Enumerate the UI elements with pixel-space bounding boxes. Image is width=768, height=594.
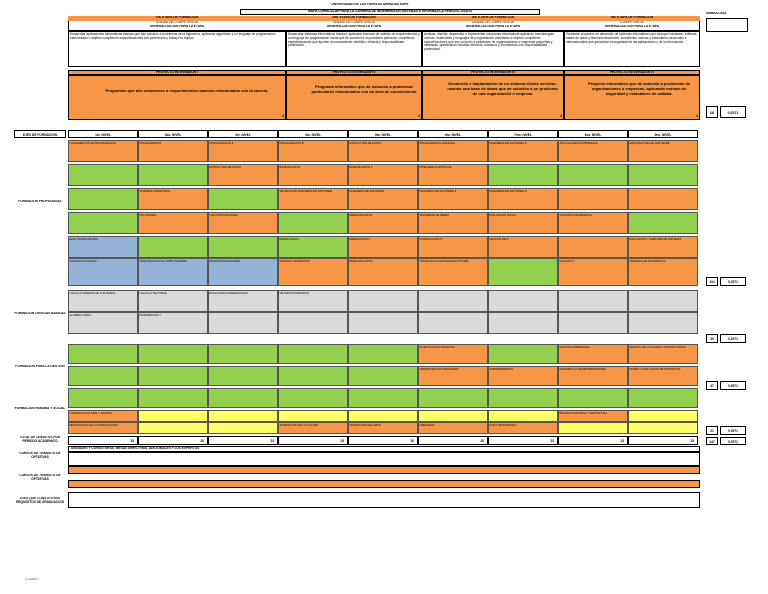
course-gest-cell-1-8[interactable]: DISEÑO Y EVALUACION DE PROYECTOS [628,366,698,386]
integrator-pct: 0,0571 [720,106,746,118]
course-gest-cell-0-7[interactable]: GESTION EMPRESARIAL [558,344,628,364]
course-basic-cell-1-1[interactable]: PROBABILIDAD Y [138,312,208,334]
level-header-3: 3er. NIVEL [208,130,278,138]
course-human-cell-1-4[interactable]: APRECIACION DEL ARTE [348,422,418,434]
course-prof-5-4[interactable]: REDES DE DATOS [348,258,418,286]
grand-total: 247 [706,437,718,445]
requirements-box [68,492,700,508]
level-header-1: 1er. NIVEL [68,130,138,138]
course-prof-3-6[interactable]: EVALUACION SOCIAL [488,212,558,234]
level-header-6: 6to. NIVEL [418,130,488,138]
credit-total-8: 23 [558,436,628,445]
course-prof-0-1[interactable]: PROGRAMACION [138,140,208,162]
course-gest-cell-0-0[interactable] [68,344,138,364]
course-human-cell-0-6[interactable] [488,410,558,422]
course-prof-5-1[interactable]: ARQUITECTURA DE COMPUTADORES [138,258,208,286]
course-prof-5-3[interactable]: SISTEMAS OPERATIVOS [278,258,348,286]
course-gest-cell-1-7[interactable]: DESARROLLO DE EMPRENDEDORES [558,366,628,386]
integrator-3-credits: 4 [560,114,562,118]
side-pct-2: 0,2971 [720,334,746,343]
course-human-cell-0-4[interactable] [348,410,418,422]
stage-1-description: Desarrollar aplicaciones informáticas básicas que den solución a problemas de la ingeniería, aplicando algoritmos y un lenguaje de programación estructurado u objetos cumpliendo especificaciones con pertinencia y trabajo en equipo. [68,31,286,67]
course-basic-cell-0-4[interactable] [348,290,418,312]
legend-title: SIMBOLOGIA [706,12,727,15]
course-gest-cell-2-2[interactable] [208,388,278,408]
course-human-cell-1-6[interactable]: ETICA PROFESIONAL [488,422,558,434]
credit-total-6: 20 [418,436,488,445]
course-basic-cell-1-4[interactable] [348,312,418,334]
side-total-4: 21 [706,426,718,435]
stage-1-competence: UNIDAD DE COMPETENCIA [156,21,198,24]
optional-row-2 [68,480,700,488]
label-prof: FORMACION PROFESIONAL [18,200,62,203]
course-prof-1-1[interactable] [138,164,208,186]
course-prof-1-7[interactable] [558,164,628,186]
course-basic-cell-1-6[interactable] [488,312,558,334]
stage-1-general: GENERALIZACION PARA LA ETAPA [149,25,205,28]
stage-4-general: GENERALIZACION PARA LA ETAPA [604,25,660,28]
side-pct-1: 0,2571 [720,277,746,286]
course-prof-5-7[interactable]: CALIDAD TI [558,258,628,286]
course-human-cell-1-2[interactable] [208,422,278,434]
level-header-9: 9no. NIVEL [628,130,698,138]
course-basic-cell-1-2[interactable] [208,312,278,334]
side-pct-4: 0,0571 [720,426,746,435]
course-gest-cell-1-1[interactable] [138,366,208,386]
integrator-3-text: Desarrollo e Implantación de un sistema cliente servidor, usando una base de datos que de solución a un problema de una organización o empresa [447,81,558,96]
course-prof-3-5[interactable]: SEGURIDAD DE REDES [418,212,488,234]
course-prof-0-2[interactable]: PROGRAMACION II [208,140,278,162]
side-total-2: 30 [706,334,718,343]
course-prof-4-7[interactable] [558,236,628,258]
stage-2-competence: UNIDAD DE COMPETENCIA [333,21,375,24]
label-total: TOTAL DE CREDITOS POR PERIODO ACADEMICO [19,436,61,443]
course-gest-cell-0-1[interactable] [138,344,208,364]
course-prof-1-4[interactable]: BASE DE DATOS II [348,164,418,186]
course-basic-cell-0-2[interactable]: ECUACIONES DIFERENCIALES [208,290,278,312]
integrator-2-text: Programa informático que de solución a problemas particulares relacionados con un área de conocimiento [311,84,417,94]
integrator-4-text: Proyecto informático que de solución a problemas de organizaciones o empresas, aplicando normas de seguridad y estándares de calidad. [587,81,691,96]
credit-total-7: 23 [488,436,558,445]
stage-4-description: Gestionar proyectos de desarrollo de sistemas informáticos que incluyan hardware, software, bases de datos y telecomunicaciones, cumpliendo normas y estándares nacionales e internacionales que garanticen la seguridad de las aplicaciones y de la información. [564,31,700,67]
course-prof-5-2[interactable]: MICROPROCESADORES [208,258,278,286]
axis-label: EJES DE FORMACION [14,130,66,138]
label-basic: FORMACION CIENCIAS BASICAS [14,312,66,315]
course-basic-cell-1-8[interactable] [628,312,698,334]
side-total-1: 104 [706,277,718,286]
course-prof-2-7[interactable] [558,188,628,210]
course-prof-0-7[interactable]: APLICACIONES DISTRIBUIDAS [558,140,628,162]
course-prof-4-6[interactable]: GESTION DE TI [488,236,558,258]
integrator-1-text: Programas que den soluciones a requerimientos básicos relacionados con la carrera. [105,88,269,93]
course-human-cell-0-2[interactable] [208,410,278,422]
program-title: MAPA CURRICULAR PARA LA CARRERA DE INGENIERIA EN SISTEMAS E INFORMATICA PERIODO 2014/15 [240,9,540,15]
course-prof-3-8[interactable] [628,212,698,234]
integrator-3-title: PROYECTO INTEGRADOR III [422,70,564,75]
course-human-cell-1-3[interactable]: APRECIACION DE LA CULTURA [278,422,348,434]
integrator-2-credits: 4 [418,114,420,118]
side-pct-3: 0,0571 [720,381,746,390]
course-prof-4-2[interactable] [208,236,278,258]
level-header-4: 4to. NIVEL [278,130,348,138]
course-human-cell-0-0[interactable]: COMUNICACION ORAL Y ESCRITA [68,410,138,422]
course-prof-5-6[interactable] [488,258,558,286]
course-prof-2-4[interactable]: INGENIERIA DE SOFTWARE [348,188,418,210]
course-prof-2-8[interactable] [628,188,698,210]
course-prof-4-4[interactable]: REDES DATOS II [348,236,418,258]
course-gest-cell-2-8[interactable] [628,388,698,408]
stage-2-general: GENERALIZACION PARA LA ETAPA [326,25,382,28]
integrator-2-title: PROYECTO INTEGRADOR II [286,70,422,75]
integrator-total: 16 [706,106,718,118]
course-gest-cell-1-4[interactable] [348,366,418,386]
course-prof-1-5[interactable]: INTELIGENCIA ARTIFICIAL [418,164,488,186]
course-prof-1-6[interactable] [488,164,558,186]
course-prof-1-2[interactable]: ESTRUCTURA DE DATOS [208,164,278,186]
credit-total-4: 25 [278,436,348,445]
course-human-cell-1-1[interactable] [138,422,208,434]
label-opt1: CURSOS DE TRANSITO DE OPTATIVAS [19,452,61,459]
course-human-cell-1-5[interactable]: LIDERAZGO [418,422,488,434]
course-prof-2-0[interactable] [68,188,138,210]
course-gest-cell-2-4[interactable] [348,388,418,408]
course-gest-cell-0-6[interactable] [488,344,558,364]
side-total-3: 37 [706,381,718,390]
course-prof-3-3[interactable] [278,212,348,234]
stage-3-title: 3ra. ETAPA DE FORMACION [422,16,564,21]
optional-row-1 [68,466,700,474]
course-gest-cell-0-2[interactable] [208,344,278,364]
stage-3-description: Analizar, diseñar, desarrollar e implementar soluciones informáticas aplicando metodologías, normas, estándares y lenguajes de programación orientados a objetos cumpliendo especificaciones que den solución a problemas de organizaciones o empresas pequeñas y medianas, optimizando recursos técnicos, humanos y económicos con responsabilidad profesional. [422,31,564,67]
label-human: FORMACION HUMANA Y SOCIAL [14,407,66,410]
course-prof-2-3[interactable]: TECNICAS DE INGENIERIA DE SOFTWARE [278,188,348,210]
course-prof-3-1[interactable]: SOLUCIONES [138,212,208,234]
level-header-7: 7mo. NIVEL [488,130,558,138]
course-prof-1-0[interactable] [68,164,138,186]
course-prof-4-3[interactable]: REDES DATOS I [278,236,348,258]
course-basic-cell-0-3[interactable]: METODOS NUMERICOS [278,290,348,312]
integrator-4-credits: 4 [696,114,698,118]
course-gest-cell-1-5[interactable]: ADMINISTRACION FINANCIERA [418,366,488,386]
label-opt2: CURSOS DE TRANSITO DE OPTATIVAS [19,474,61,481]
course-human-cell-0-3[interactable] [278,410,348,422]
course-gest-cell-1-2[interactable] [208,366,278,386]
course-gest-cell-0-8[interactable]: GESTION DE LA CALIDAD Y PRODUCTIVIDAD [628,344,698,364]
course-prof-0-3[interactable]: PROGRAMACION III [278,140,348,162]
course-prof-3-0[interactable] [68,212,138,234]
stage-1-title: 1ra. ETAPA DE FORMACION [68,16,286,21]
course-human-cell-0-5[interactable] [418,410,488,422]
course-basic-cell-0-0[interactable]: CALCULO DIFERENCIAL E INTEGRAL [68,290,138,312]
course-human-cell-0-1[interactable] [138,410,208,422]
integrator-1-credits: 4 [282,114,284,118]
course-human-cell-1-8[interactable] [628,422,698,434]
course-gest-cell-2-6[interactable] [488,388,558,408]
course-basic-cell-0-8[interactable] [628,290,698,312]
course-gest-cell-0-5[interactable]: INVESTIGACION OPERATIVA [418,344,488,364]
integrator-4-box [564,75,700,120]
course-prof-4-8[interactable]: EVALUACION Y AUDITORIA DE SISTEMAS [628,236,698,258]
course-prof-2-5[interactable]: INGENIERIA DE SOFTWARE II [418,188,488,210]
course-gest-cell-2-3[interactable] [278,388,348,408]
course-gest-cell-2-1[interactable] [138,388,208,408]
course-prof-5-5[interactable]: TECNOLOGIAS DE INFORMACION WEB [418,258,488,286]
label-gestion: FORMACION PARA LA GESTION [15,365,65,368]
course-gest-cell-1-0[interactable] [68,366,138,386]
course-prof-0-0[interactable]: FUNDAMENTOS DE PROGRAMACION [68,140,138,162]
course-prof-3-7[interactable]: AUDITORIA INFORMATICA [558,212,628,234]
course-basic-cell-1-5[interactable] [418,312,488,334]
course-human-cell-0-8[interactable] [628,410,698,422]
integrator-1-box [68,75,286,120]
course-gest-cell-0-3[interactable] [278,344,348,364]
course-gest-cell-2-7[interactable] [558,388,628,408]
credit-total-9: 23 [628,436,698,445]
course-prof-0-6[interactable]: INGENIERIA DE SOFTWARE III [488,140,558,162]
course-basic-cell-0-1[interactable]: CALCULO VECTORIAL [138,290,208,312]
course-prof-2-6[interactable]: INGENIERIA DE SOFTWARE III [488,188,558,210]
integrator-2-box [286,75,422,120]
course-prof-0-4[interactable]: ESTRUCTURA DE DATOS [348,140,418,162]
course-human-cell-0-7[interactable]: REALIDAD NACIONAL Y GEOPOLITICA [558,410,628,422]
course-prof-0-5[interactable]: PROGRAMACION AVANZADA [418,140,488,162]
stage-4-title: 4ta. ETAPA DE FORMACION [564,16,700,21]
course-prof-2-1[interactable]: SISTEMAS OPERATIVOS [138,188,208,210]
cuadre-label: CUADRO [25,578,39,581]
footer-notes-box [68,452,700,466]
credit-total-1: 25 [68,436,138,445]
course-basic-cell-0-6[interactable] [488,290,558,312]
stage-3-competence: UNIDAD DE COMPETENCIA [472,21,514,24]
level-header-2: 2do. NIVEL [138,130,208,138]
course-prof-1-3[interactable]: BASE DE DATOS [278,164,348,186]
integrator-1-title: PROYECTO INTEGRADOR I [68,70,286,75]
level-header-8: 8vo. NIVEL [558,130,628,138]
course-prof-0-8[interactable]: ARQUITECTURA DE SOFTWARE [628,140,698,162]
course-human-cell-1-7[interactable] [558,422,628,434]
course-basic-cell-0-7[interactable] [558,290,628,312]
course-prof-4-0[interactable]: ELECTRONICA BASICA [68,236,138,258]
course-prof-3-4[interactable]: REDES DE DATOS [348,212,418,234]
footer-note: UNIDADES Y CONSUTORAS, MESAS DIRECTIVAS, ADICIONALES Y LOS EXPERTOS [68,446,700,452]
level-header-5: 5to. NIVEL [348,130,418,138]
course-prof-5-0[interactable]: SISTEMAS DIGITALES [68,258,138,286]
course-prof-2-2[interactable] [208,188,278,210]
stage-4-competence: COMPETENCIA [620,21,644,24]
course-prof-3-2[interactable]: CIRCUITOS DIGITALES [208,212,278,234]
course-basic-cell-1-7[interactable] [558,312,628,334]
course-human-cell-1-0[interactable]: METODOLOGIA DE LA INVESTIGACION [68,422,138,434]
university-title: UNIVERSIDAD DE LAS FUERZAS ARMADAS ESPE [331,3,409,6]
course-prof-5-8[interactable]: GERENCIA DE INFORMATICA [628,258,698,286]
stage-2-title: 2da. ETAPA DE FORMACION [286,16,422,21]
course-gest-cell-2-5[interactable] [418,388,488,408]
stage-3-general: GENERALIZACION PARA LA ETAPA [465,25,521,28]
course-gest-cell-0-4[interactable] [348,344,418,364]
course-gest-cell-1-3[interactable] [278,366,348,386]
credit-total-2: 20 [138,436,208,445]
integrator-4-title: PROYECTO INTEGRADOR IV [564,70,700,75]
course-prof-4-5[interactable]: PLANIFICACION TI [418,236,488,258]
credit-total-3: 23 [208,436,278,445]
course-basic-cell-1-3[interactable] [278,312,348,334]
credit-total-5: 20 [348,436,418,445]
course-gest-cell-1-6[interactable]: EMPRENDIMIENTO [488,366,558,386]
grand-pct: 0,0571 [720,437,746,445]
course-gest-cell-2-0[interactable] [68,388,138,408]
course-prof-1-8[interactable] [628,164,698,186]
label-req: EJES QUE CONSTITUYEN REQUISITOS DE GRADUACION [16,497,64,504]
course-basic-cell-0-5[interactable] [418,290,488,312]
stage-2-description: Desarrollar sistemas informáticos básicos, aplicando técnicas de análisis de requerimientos y un lenguaje de programación visual que de solución a un problema particular, cumpliendo especificaciones que aporten al conocimiento científico, eficacia y responsabilidad profesional. [286,31,422,67]
legend-box [706,18,748,32]
course-prof-4-1[interactable] [138,236,208,258]
integrator-3-box [422,75,564,120]
course-basic-cell-1-0[interactable]: ALGEBRA LINEAL [68,312,138,334]
